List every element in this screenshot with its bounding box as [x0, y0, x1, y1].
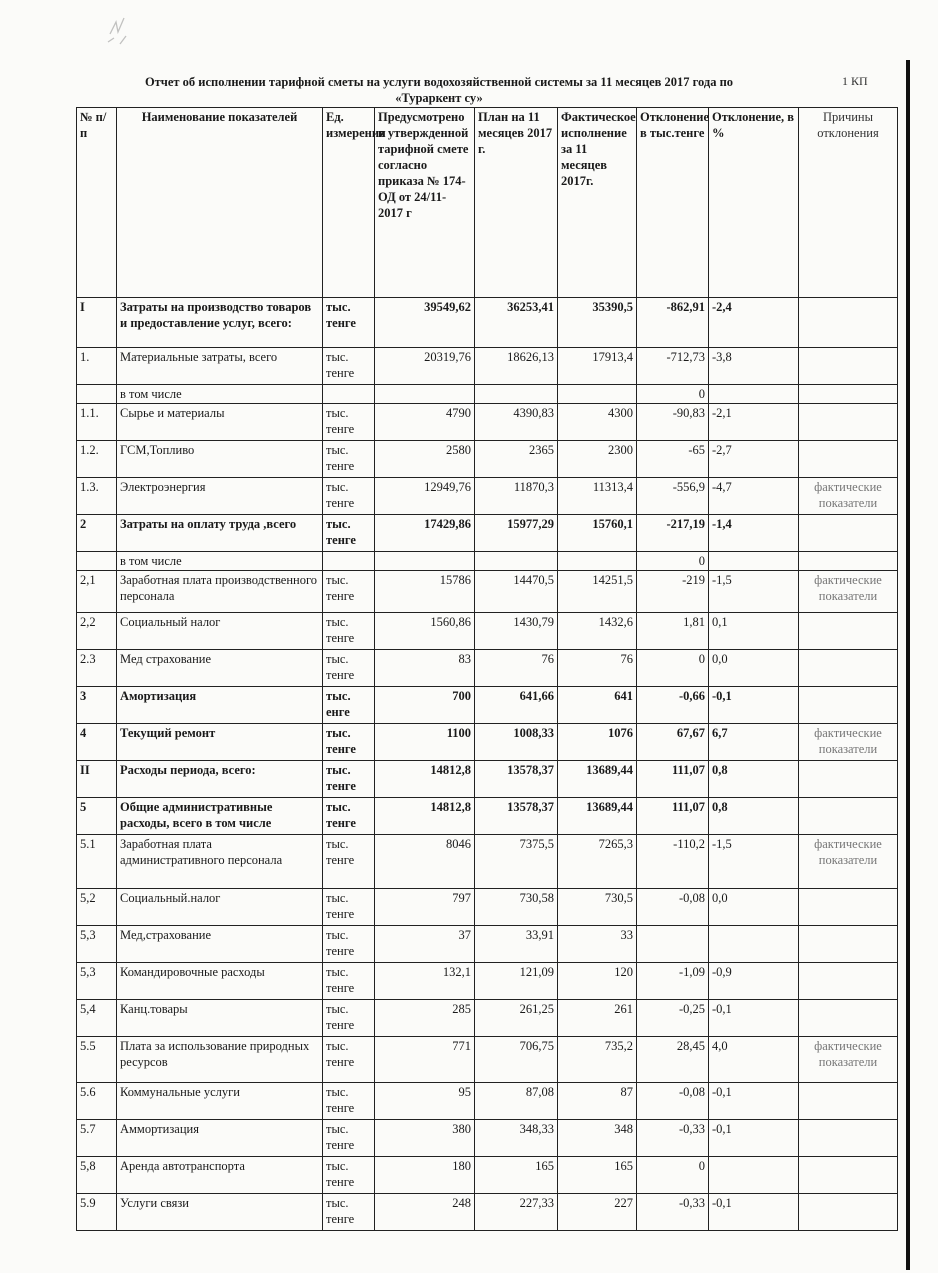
table-row	[77, 926, 898, 963]
cell-approved: 8046	[375, 835, 475, 889]
cell-unit: тыс. тенге	[323, 761, 375, 798]
cell-number: II	[77, 761, 117, 798]
cell-plan: 13578,37	[475, 761, 558, 798]
cell-number: 5,4	[77, 1000, 117, 1037]
cell-reason	[799, 761, 898, 798]
cell-unit: тыс. тенге	[323, 798, 375, 835]
cell-unit: тыс. тенге	[323, 515, 375, 552]
cell-deviation-abs: -862,91	[637, 298, 709, 348]
table-row	[77, 889, 898, 926]
cell-deviation-pct: -0,1	[709, 1194, 799, 1231]
cell-reason	[799, 926, 898, 963]
cell-name: Расходы периода, всего:	[117, 761, 323, 798]
cell-approved: 1560,86	[375, 613, 475, 650]
cell-number: I	[77, 298, 117, 348]
cell-name: Затраты на оплату труда ,всего	[117, 515, 323, 552]
cell-approved: 132,1	[375, 963, 475, 1000]
table-row	[77, 515, 898, 552]
cell-deviation-abs: -556,9	[637, 478, 709, 515]
cell-number: 2,1	[77, 571, 117, 613]
cell-actual: 76	[558, 650, 637, 687]
cell-approved	[375, 552, 475, 571]
cell-actual: 735,2	[558, 1037, 637, 1083]
cell-reason: фактические показатели	[799, 835, 898, 889]
table-row	[77, 798, 898, 835]
cell-name: Заработная плата административного персонала	[117, 835, 323, 889]
cell-reason: фактические показатели	[799, 478, 898, 515]
cell-name: Сырье и материалы	[117, 404, 323, 441]
cell-deviation-abs: -217,19	[637, 515, 709, 552]
cell-approved: 14812,8	[375, 798, 475, 835]
cell-deviation-abs: -0,25	[637, 1000, 709, 1037]
table-row	[77, 478, 898, 515]
cell-actual: 1076	[558, 724, 637, 761]
cell-reason	[799, 515, 898, 552]
cell-name: Плата за использование природных ресурсов	[117, 1037, 323, 1083]
cell-unit: тыс. тенге	[323, 1194, 375, 1231]
cell-name: Аммортизация	[117, 1120, 323, 1157]
cell-name: Мед страхование	[117, 650, 323, 687]
table-row	[77, 724, 898, 761]
cell-plan: 33,91	[475, 926, 558, 963]
cell-deviation-pct: -1,5	[709, 571, 799, 613]
cell-unit: тыс. тенге	[323, 298, 375, 348]
cell-number: 1.1.	[77, 404, 117, 441]
cell-name: Материальные затраты, всего	[117, 348, 323, 385]
cell-deviation-abs: -0,08	[637, 1083, 709, 1120]
cell-number: 3	[77, 687, 117, 724]
cell-plan: 87,08	[475, 1083, 558, 1120]
cell-deviation-abs: -0,08	[637, 889, 709, 926]
cell-number: 2.3	[77, 650, 117, 687]
cell-number: 5,3	[77, 926, 117, 963]
cell-unit: тыс. тенге	[323, 1157, 375, 1194]
cell-name: Услуги связи	[117, 1194, 323, 1231]
cell-approved: 15786	[375, 571, 475, 613]
cell-unit	[323, 552, 375, 571]
cell-unit: тыс. тенге	[323, 404, 375, 441]
cell-deviation-pct: 6,7	[709, 724, 799, 761]
cell-name: в том числе	[117, 552, 323, 571]
cell-deviation-abs: -0,66	[637, 687, 709, 724]
cell-reason	[799, 1083, 898, 1120]
cell-unit: тыс. тенге	[323, 348, 375, 385]
cell-deviation-abs: -0,33	[637, 1194, 709, 1231]
cell-approved: 700	[375, 687, 475, 724]
cell-deviation-abs: -110,2	[637, 835, 709, 889]
cell-name: Социальный налог	[117, 613, 323, 650]
cell-name: Общие административные расходы, всего в том числе	[117, 798, 323, 835]
table-row	[77, 348, 898, 385]
cell-number: 4	[77, 724, 117, 761]
cell-deviation-abs: -0,33	[637, 1120, 709, 1157]
table-row	[77, 1194, 898, 1231]
cell-unit: тыс. тенге	[323, 571, 375, 613]
cell-deviation-pct: -3,8	[709, 348, 799, 385]
col-header-actual: Фактическое исполнение за 11 месяцев 2017г.	[558, 108, 637, 298]
cell-unit	[323, 385, 375, 404]
cell-deviation-abs: 0	[637, 1157, 709, 1194]
cell-deviation-abs: 0	[637, 385, 709, 404]
cell-approved: 797	[375, 889, 475, 926]
cell-number: 2,2	[77, 613, 117, 650]
cell-approved: 771	[375, 1037, 475, 1083]
cell-plan: 730,58	[475, 889, 558, 926]
cell-deviation-pct: -0,1	[709, 1120, 799, 1157]
table-row	[77, 571, 898, 613]
cell-number	[77, 552, 117, 571]
cell-number: 5.5	[77, 1037, 117, 1083]
cell-actual: 14251,5	[558, 571, 637, 613]
cell-reason	[799, 798, 898, 835]
cell-deviation-pct: -0,1	[709, 1083, 799, 1120]
cell-actual: 13689,44	[558, 798, 637, 835]
table-row	[77, 761, 898, 798]
cell-actual: 2300	[558, 441, 637, 478]
cell-deviation-pct: -2,1	[709, 404, 799, 441]
cell-unit: тыс. тенге	[323, 1000, 375, 1037]
cell-deviation-pct: -1,4	[709, 515, 799, 552]
cell-actual: 4300	[558, 404, 637, 441]
cell-deviation-pct: 4,0	[709, 1037, 799, 1083]
cell-unit: тыс. тенге	[323, 1083, 375, 1120]
cell-reason	[799, 650, 898, 687]
cell-name: Мед,страхование	[117, 926, 323, 963]
cell-actual: 15760,1	[558, 515, 637, 552]
cell-reason	[799, 889, 898, 926]
cell-approved: 14812,8	[375, 761, 475, 798]
cell-reason: фактические показатели	[799, 1037, 898, 1083]
cell-deviation-abs: 0	[637, 650, 709, 687]
cell-reason	[799, 441, 898, 478]
cell-deviation-abs: 111,07	[637, 798, 709, 835]
cell-unit: тыс. тенге	[323, 650, 375, 687]
cell-number: 5,3	[77, 963, 117, 1000]
cell-plan: 13578,37	[475, 798, 558, 835]
col-header-name: Наименование показателей	[117, 108, 323, 298]
table-row	[77, 1037, 898, 1083]
table-row	[77, 404, 898, 441]
cell-deviation-pct: -2,7	[709, 441, 799, 478]
cell-unit: тыс. тенге	[323, 1037, 375, 1083]
cell-plan: 1430,79	[475, 613, 558, 650]
cell-actual: 33	[558, 926, 637, 963]
cell-reason: фактические показатели	[799, 724, 898, 761]
cell-deviation-pct: 0,0	[709, 889, 799, 926]
cell-plan: 11870,3	[475, 478, 558, 515]
cell-number: 1.3.	[77, 478, 117, 515]
cell-deviation-pct	[709, 1157, 799, 1194]
cell-deviation-abs: -90,83	[637, 404, 709, 441]
cell-name: Заработная плата производственного персонала	[117, 571, 323, 613]
cell-name: Командировочные расходы	[117, 963, 323, 1000]
cell-plan: 7375,5	[475, 835, 558, 889]
cell-approved: 4790	[375, 404, 475, 441]
cell-deviation-pct: 0,8	[709, 761, 799, 798]
cell-plan	[475, 552, 558, 571]
cell-plan: 18626,13	[475, 348, 558, 385]
scan-border-line	[906, 60, 910, 1270]
cell-deviation-pct: -4,7	[709, 478, 799, 515]
cell-number: 5.6	[77, 1083, 117, 1120]
cell-reason	[799, 613, 898, 650]
cell-deviation-pct: 0,8	[709, 798, 799, 835]
cell-deviation-abs	[637, 926, 709, 963]
cell-reason	[799, 298, 898, 348]
cell-deviation-abs: 0	[637, 552, 709, 571]
cell-name: Текущий ремонт	[117, 724, 323, 761]
cell-unit: тыс. тенге	[323, 613, 375, 650]
cell-plan: 706,75	[475, 1037, 558, 1083]
cell-deviation-pct: -2,4	[709, 298, 799, 348]
cell-actual: 348	[558, 1120, 637, 1157]
cell-plan: 15977,29	[475, 515, 558, 552]
cell-approved: 12949,76	[375, 478, 475, 515]
table-row	[77, 385, 898, 404]
cell-deviation-abs: 28,45	[637, 1037, 709, 1083]
cell-unit: тыс. тенге	[323, 889, 375, 926]
cell-unit: тыс. енге	[323, 687, 375, 724]
cell-reason	[799, 1194, 898, 1231]
cell-plan: 2365	[475, 441, 558, 478]
cell-deviation-pct: 0,0	[709, 650, 799, 687]
cell-reason	[799, 1000, 898, 1037]
cell-number: 1.	[77, 348, 117, 385]
cell-reason	[799, 1157, 898, 1194]
cell-deviation-abs: 67,67	[637, 724, 709, 761]
scan-smudge-icon	[104, 14, 130, 48]
cell-reason	[799, 385, 898, 404]
cell-actual: 17913,4	[558, 348, 637, 385]
cell-deviation-pct: 0,1	[709, 613, 799, 650]
cell-deviation-abs: -712,73	[637, 348, 709, 385]
col-header-number: № п/п	[77, 108, 117, 298]
cell-deviation-abs: 1,81	[637, 613, 709, 650]
col-header-deviation-abs: Отклонение в тыс.тенге	[637, 108, 709, 298]
table-row	[77, 650, 898, 687]
cell-number: 5	[77, 798, 117, 835]
cell-plan: 14470,5	[475, 571, 558, 613]
cell-number: 2	[77, 515, 117, 552]
cell-actual: 261	[558, 1000, 637, 1037]
cell-deviation-abs: -1,09	[637, 963, 709, 1000]
cell-approved: 2580	[375, 441, 475, 478]
cell-plan: 261,25	[475, 1000, 558, 1037]
cell-actual: 641	[558, 687, 637, 724]
col-header-deviation-pct: Отклонение, в %	[709, 108, 799, 298]
cell-plan: 165	[475, 1157, 558, 1194]
cell-approved: 180	[375, 1157, 475, 1194]
cell-name: ГСМ,Топливо	[117, 441, 323, 478]
cell-unit: тыс. тенге	[323, 835, 375, 889]
col-header-reason: Причины отклонения	[799, 108, 898, 298]
cell-deviation-pct	[709, 385, 799, 404]
title-line-1: Отчет об исполнении тарифной сметы на услуги водохозяйственной системы за 11 месяцев 2017 года по	[144, 75, 734, 89]
table-row	[77, 613, 898, 650]
cell-reason	[799, 1120, 898, 1157]
cell-name: Социальный.налог	[117, 889, 323, 926]
cell-reason: фактические показатели	[799, 571, 898, 613]
cell-actual: 227	[558, 1194, 637, 1231]
table-header-row	[77, 108, 898, 298]
cell-name: Коммунальные услуги	[117, 1083, 323, 1120]
table-row	[77, 835, 898, 889]
table-row	[77, 298, 898, 348]
cell-plan	[475, 385, 558, 404]
table-row	[77, 963, 898, 1000]
cell-unit: тыс. тенге	[323, 926, 375, 963]
cell-actual: 120	[558, 963, 637, 1000]
cell-approved	[375, 385, 475, 404]
cell-deviation-pct	[709, 926, 799, 963]
cell-approved: 17429,86	[375, 515, 475, 552]
cell-number: 1.2.	[77, 441, 117, 478]
cell-actual: 87	[558, 1083, 637, 1120]
report-table	[76, 107, 898, 1231]
cell-reason	[799, 404, 898, 441]
cell-deviation-abs: -219	[637, 571, 709, 613]
cell-deviation-abs: -65	[637, 441, 709, 478]
cell-number: 5.1	[77, 835, 117, 889]
cell-deviation-abs: 111,07	[637, 761, 709, 798]
cell-name: Канц.товары	[117, 1000, 323, 1037]
table-row	[77, 441, 898, 478]
cell-actual: 11313,4	[558, 478, 637, 515]
cell-approved: 20319,76	[375, 348, 475, 385]
page-title	[76, 74, 802, 106]
cell-name: в том числе	[117, 385, 323, 404]
cell-actual	[558, 385, 637, 404]
table-row	[77, 552, 898, 571]
table-row	[77, 1083, 898, 1120]
cell-plan: 4390,83	[475, 404, 558, 441]
cell-approved: 248	[375, 1194, 475, 1231]
col-header-approved: Предусмотрено в утвержденной тарифной смете согласно приказа № 174-ОД от 24/11-2017 г	[375, 108, 475, 298]
table-row	[77, 1000, 898, 1037]
cell-approved: 83	[375, 650, 475, 687]
cell-actual: 35390,5	[558, 298, 637, 348]
cell-deviation-pct: -0,1	[709, 1000, 799, 1037]
cell-number	[77, 385, 117, 404]
cell-approved: 37	[375, 926, 475, 963]
cell-unit: тыс. тенге	[323, 478, 375, 515]
table-row	[77, 1120, 898, 1157]
cell-number: 5.7	[77, 1120, 117, 1157]
cell-reason	[799, 348, 898, 385]
cell-plan: 348,33	[475, 1120, 558, 1157]
cell-actual: 730,5	[558, 889, 637, 926]
cell-name: Амортизация	[117, 687, 323, 724]
cell-reason	[799, 687, 898, 724]
col-header-plan: План на 11 месяцев 2017 г.	[475, 108, 558, 298]
cell-actual: 165	[558, 1157, 637, 1194]
cell-actual: 13689,44	[558, 761, 637, 798]
title-line-2: «Тураркент су»	[395, 91, 483, 105]
cell-name: Затраты на производство товаров и предоставление услуг, всего:	[117, 298, 323, 348]
cell-actual	[558, 552, 637, 571]
cell-deviation-pct: -0,9	[709, 963, 799, 1000]
cell-approved: 95	[375, 1083, 475, 1120]
cell-number: 5,8	[77, 1157, 117, 1194]
cell-unit: тыс. тенге	[323, 441, 375, 478]
cell-plan: 641,66	[475, 687, 558, 724]
cell-name: Аренда автотранспорта	[117, 1157, 323, 1194]
cell-deviation-pct: -0,1	[709, 687, 799, 724]
cell-number: 5,2	[77, 889, 117, 926]
cell-deviation-pct: -1,5	[709, 835, 799, 889]
cell-plan: 36253,41	[475, 298, 558, 348]
cell-name: Электроэнергия	[117, 478, 323, 515]
cell-approved: 380	[375, 1120, 475, 1157]
cell-unit: тыс. тенге	[323, 1120, 375, 1157]
cell-approved: 285	[375, 1000, 475, 1037]
cell-plan: 76	[475, 650, 558, 687]
cell-actual: 7265,3	[558, 835, 637, 889]
cell-reason	[799, 552, 898, 571]
cell-deviation-pct	[709, 552, 799, 571]
cell-unit: тыс. тенге	[323, 963, 375, 1000]
table-body	[77, 298, 898, 1231]
cell-unit: тыс. тенге	[323, 724, 375, 761]
cell-number: 5.9	[77, 1194, 117, 1231]
cell-reason	[799, 963, 898, 1000]
cell-plan: 227,33	[475, 1194, 558, 1231]
form-code: 1 КП	[842, 74, 868, 88]
cell-plan: 1008,33	[475, 724, 558, 761]
table-row	[77, 1157, 898, 1194]
cell-actual: 1432,6	[558, 613, 637, 650]
table-row	[77, 687, 898, 724]
col-header-unit: Ед. измерения	[323, 108, 375, 298]
cell-approved: 39549,62	[375, 298, 475, 348]
cell-plan: 121,09	[475, 963, 558, 1000]
cell-approved: 1100	[375, 724, 475, 761]
